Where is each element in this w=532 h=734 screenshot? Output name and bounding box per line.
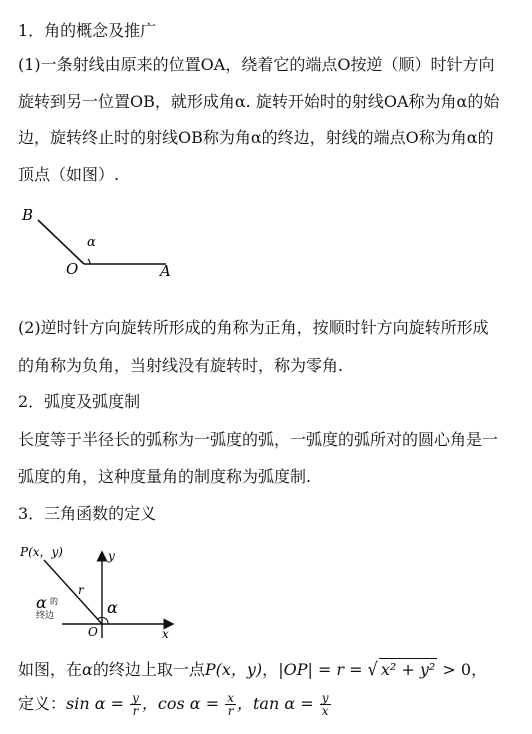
section-1-heading: 1．角的概念及推广	[18, 21, 157, 40]
label-O: O	[66, 260, 79, 278]
section-1-paragraph-1-line-1: (1)一条射线由原来的位置OA，绕着它的端点O按逆（顺）时针方向	[18, 55, 495, 74]
label-y: y	[108, 549, 115, 563]
label-O: O	[88, 625, 98, 639]
ray-OB	[38, 220, 84, 264]
section-1-paragraph-1-line-3: 边，旋转终止时的射线OB称为角α的终边，射线的端点O称为角α的	[18, 128, 494, 147]
label-alpha-angle: α	[107, 598, 118, 617]
s3-l1-gt: > 0，	[437, 660, 488, 679]
sqrt-sign: √	[367, 658, 378, 681]
sin-fraction	[130, 692, 141, 717]
label-P: P(x，y)	[20, 545, 63, 559]
cos-fraction	[225, 692, 236, 717]
sin-denominator: r	[132, 704, 139, 718]
tan-fraction	[320, 692, 331, 717]
label-terminal: 终边	[36, 611, 55, 621]
label-B: B	[22, 206, 34, 224]
s3-l1-sqrt: x² + y²	[380, 660, 436, 679]
section-2-heading: 2．弧度及弧度制	[18, 392, 141, 411]
section-3-heading: 3．三角函数的定义	[18, 504, 157, 523]
section-1-paragraph-2-line-1: (2)逆时针方向旋转所形成的角称为正角，按顺时针方向旋转所形成	[18, 318, 489, 337]
s3-l1-alpha: α	[82, 660, 93, 679]
section-3-line-1	[18, 658, 487, 681]
trig-definition-figure	[14, 538, 184, 648]
label-x: x	[162, 627, 169, 641]
label-alpha: α	[87, 235, 96, 250]
s3-l1-prefix: 如图，在	[18, 660, 83, 679]
section-1-paragraph-1-line-2: 旋转到另一位置OB，就形成角α. 旋转开始时的射线OA称为角α的始	[18, 92, 500, 111]
sin-numerator: y	[132, 691, 139, 705]
s3-l1-mid: 的终边上取一点	[92, 660, 205, 679]
section-2-line-1: 长度等于半径长的弧称为一弧度的弧，一弧度的弧所对的圆心角是一	[18, 430, 499, 449]
s3-l1-eq: |OP| = r =	[278, 660, 368, 679]
section-2-line-2: 弧度的角，这种度量角的制度称为弧度制.	[18, 467, 312, 486]
cos-denominator: r	[227, 704, 234, 718]
label-de: 的	[50, 597, 58, 606]
tan-label: ，tan α =	[236, 694, 319, 713]
label-A: A	[160, 262, 171, 280]
cos-label: ，cos α =	[141, 694, 225, 713]
s3-l1-point: P(x，y)	[204, 660, 263, 679]
tan-numerator: y	[321, 691, 329, 705]
label-alpha-side: α	[36, 593, 47, 612]
s3-l1-sep: ，	[262, 660, 279, 679]
tan-denominator: x	[321, 704, 329, 718]
sin-label: sin α =	[66, 694, 130, 713]
section-1-paragraph-1-line-4: 顶点（如图）.	[18, 165, 120, 184]
section-3-line-2	[18, 692, 332, 717]
angle-figure	[14, 200, 184, 290]
cos-numerator: x	[227, 691, 234, 705]
section-1-paragraph-2-line-2: 的角称为负角，当射线没有旋转时，称为零角.	[18, 356, 344, 375]
label-r: r	[78, 583, 84, 597]
s3-l2-prefix: 定义：	[18, 694, 67, 713]
